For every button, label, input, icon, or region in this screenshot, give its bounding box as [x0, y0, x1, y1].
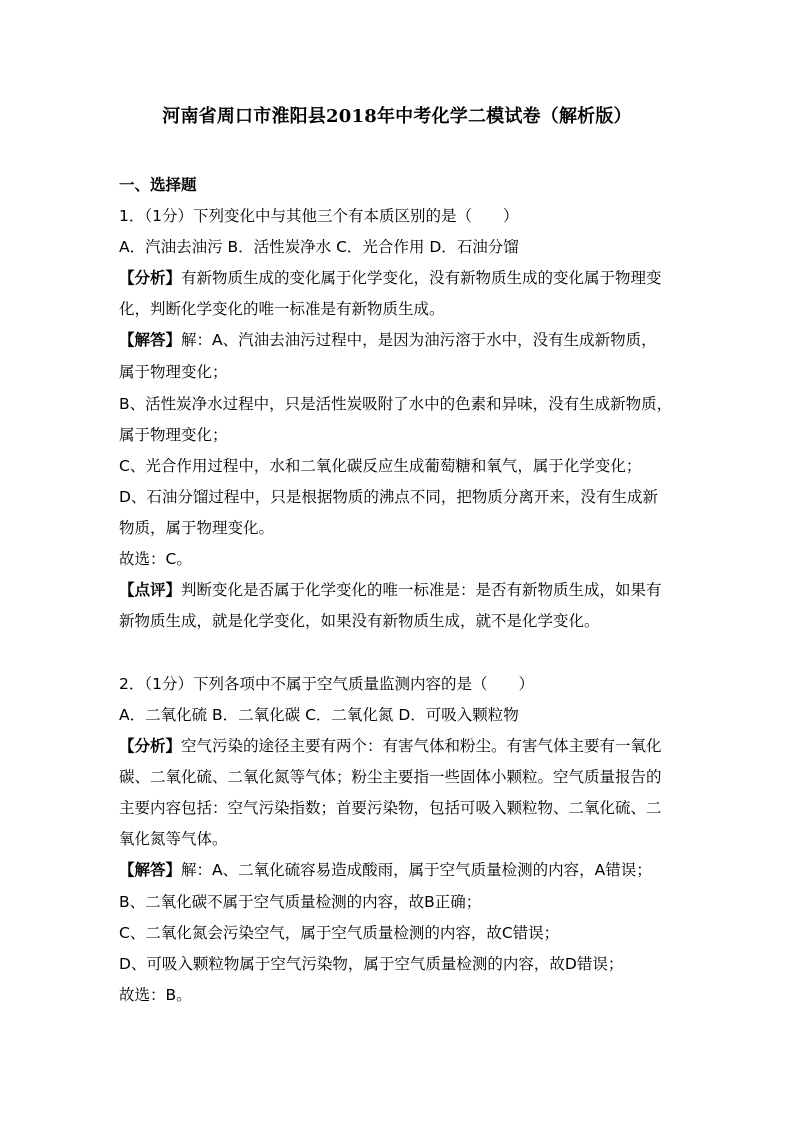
q2-analysis-line-2: 碳、二氧化硫、二氧化氮等气体；粉尘主要指一些固体小颗粒。空气质量报告的 — [119, 768, 662, 786]
q2-analysis-line-3: 主要内容包括：空气污染指数；首要污染物，包括可吸入颗粒物、二氧化硫、二 — [119, 799, 662, 817]
q1-answer-line-7: 物质，属于物理变化。 — [119, 519, 275, 537]
document-title: 河南省周口市淮阳县2018年中考化学二模试卷（解析版） — [162, 106, 632, 127]
q2-answer-tag: 【解答】 — [119, 861, 182, 879]
q1-answer-text: 解：A、汽油去油污过程中，是因为油污溶于水中，没有生成新物质， — [181, 331, 657, 349]
q1-answer-line-5: C、光合作用过程中，水和二氧化碳反应生成葡萄糖和氧气，属于化学变化； — [119, 457, 642, 475]
q1-choice: 故选：C。 — [119, 550, 192, 568]
q1-comment-line-2: 新物质生成，就是化学变化，如果没有新物质生成，就不是化学变化。 — [119, 612, 600, 630]
q1-comment-text: 判断变化是否属于化学变化的唯一标准是：是否有新物质生成，如果有 — [181, 581, 662, 599]
q1-analysis-text: 有新物质生成的变化属于化学变化，没有新物质生成的变化属于物理变 — [181, 269, 662, 287]
q2-answer-line — [119, 859, 679, 881]
q1-analysis-tag: 【分析】 — [119, 269, 182, 287]
q1-stem: 1．（1分）下列变化中与其他三个有本质区别的是（ ） — [119, 207, 519, 225]
q2-choice: 故选：B。 — [119, 986, 192, 1004]
q1-analysis-line — [119, 267, 679, 289]
q1-comment-tag: 【点评】 — [119, 581, 182, 599]
q2-analysis-text: 空气污染的途径主要有两个：有害气体和粉尘。有害气体主要有一氧化 — [181, 737, 662, 755]
q2-stem: 2．（1分）下列各项中不属于空气质量监测内容的是（ ） — [119, 675, 534, 693]
q1-answer-line-2: 属于物理变化； — [119, 363, 228, 381]
q2-answer-line-2: B、二氧化碳不属于空气质量检测的内容，故B正确； — [119, 893, 482, 911]
q2-answer-line-4: D、可吸入颗粒物属于空气污染物，属于空气质量检测的内容，故D错误； — [119, 955, 624, 973]
q2-options: A．二氧化硫 B．二氧化碳 C．二氧化氮 D．可吸入颗粒物 — [119, 706, 519, 724]
q1-answer-tag: 【解答】 — [119, 331, 182, 349]
q2-analysis-tag: 【分析】 — [119, 737, 182, 755]
q2-answer-line-3: C、二氧化氮会污染空气，属于空气质量检测的内容，故C错误； — [119, 924, 560, 942]
q1-answer-line — [119, 329, 679, 351]
section-heading: 一、选择题 — [119, 176, 197, 194]
q1-analysis-line-2: 化，判断化学变化的唯一标准是有新物质生成。 — [119, 300, 445, 318]
q1-answer-line-3: B、活性炭净水过程中，只是活性炭吸附了水中的色素和异味，没有生成新物质， — [119, 395, 673, 413]
q1-answer-line-6: D、石油分馏过程中，只是根据物质的沸点不同，把物质分离开来，没有生成新 — [119, 488, 658, 506]
q1-options: A．汽油去油污 B．活性炭净水 C．光合作用 D．石油分馏 — [119, 238, 519, 256]
q1-answer-line-4: 属于物理变化； — [119, 426, 228, 444]
q2-analysis-line — [119, 735, 679, 757]
q1-comment-line — [119, 579, 679, 601]
q2-analysis-line-4: 氧化氮等气体。 — [119, 830, 228, 848]
q2-answer-text: 解：A、二氧化硫容易造成酸雨，属于空气质量检测的内容，A错误； — [181, 861, 652, 879]
